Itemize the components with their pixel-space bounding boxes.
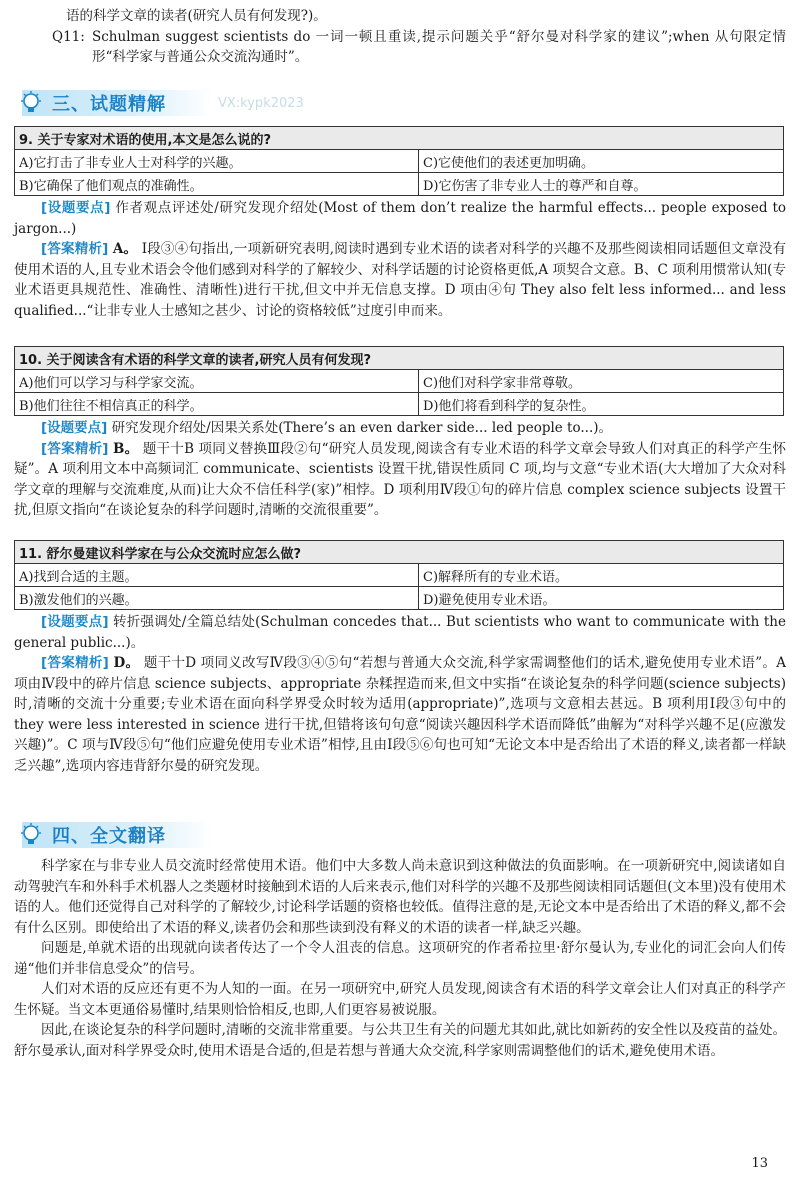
question-9-block <box>0 124 800 321</box>
answer-key: D。 <box>113 655 140 671</box>
design-point-tag: [设题要点] <box>41 614 109 630</box>
section-bar <box>22 822 212 848</box>
section-title: 四、全文翻译 <box>52 826 166 847</box>
answer-tag: [答案精析] <box>41 241 109 257</box>
answer-tag: [答案精析] <box>41 655 109 671</box>
translation-paragraph-1: 科学家在与非专业人员交流时经常使用术语。他们中大多数人尚未意识到这种做法的负面影响。在一项新研究中,阅读诸如自动驾驶汽车和外科手术机器人之类题材时接触到术语的人后来表示,他们对科学的兴趣不及那些阅读相同话题但(文本里)没有使用术语的人。他们还觉得自己对科学的了解较少,讨论科学话题的资格也较低。值得注意的是,无论文本中是否给出了术语的释义,都不会有什么区别。即使给出了术语的释义,读者仍会和那些读到没有释义的术语的读者一样,缺乏兴趣。 <box>14 858 786 936</box>
page-number: 13 <box>751 1156 768 1171</box>
continuation-line: 语的科学文章的读者(研究人员有何发现?)。 <box>66 8 327 24</box>
option-d: D)他们将看到科学的复杂性。 <box>419 393 784 416</box>
option-c: C)他们对科学家非常尊敬。 <box>419 370 784 393</box>
design-point-text: 转折强调处/全篇总结处(Schulman concedes that... But scientists who want to communicate with the general public...)。 <box>14 614 786 651</box>
question-9-stem: 9. 关于专家对术语的使用,本文是怎么说的? <box>15 127 784 150</box>
option-a: A)找到合适的主题。 <box>15 564 419 587</box>
q11-note <box>52 27 786 68</box>
option-b: B)它确保了他们观点的准确性。 <box>15 173 419 196</box>
option-d: D)它伤害了非专业人士的尊严和自尊。 <box>419 173 784 196</box>
answer-key: B。 <box>113 440 139 457</box>
answer-analysis <box>14 239 786 321</box>
top-continuation <box>14 6 786 68</box>
q11-label: Q11: <box>52 28 85 45</box>
q11-text: Schulman suggest scientists do 一词一顿且重读,提示问题关乎“舒尔曼对科学家的建议”;when 从句限定情形“科学家与普通公众交流沟通时”。 <box>92 28 786 65</box>
option-a: A)他们可以学习与科学家交流。 <box>15 370 419 393</box>
translation-paragraph-2: 问题是,单就术语的出现就向读者传达了一个令人沮丧的信息。这项研究的作者希拉里·舒尔曼认为,专业化的词汇会向人们传递“他们并非信息受众”的信号。 <box>14 940 786 977</box>
option-b: B)他们往往不相信真正的科学。 <box>15 393 419 416</box>
option-b: B)激发他们的兴趣。 <box>15 587 419 610</box>
design-point <box>14 612 786 653</box>
answer-text: 题干十D 项同义改写Ⅳ段③④⑤句“若想与普通大众交流,科学家需调整他们的话术,避免使用专业术语”。A 项由Ⅳ段中的碎片信息 science subjects、appropriate 杂糅捏造而来,但文中实指“在谈论复杂的科学问题(science subjects)时,清晰的交流十分重要;专业术语在面向科学界受众时较为适用(appropriate)”,选项与文意相去甚远。B 项利用Ⅰ段③句中的 they were less interested in science 进行干扰,但错将该句句意“阅读兴趣因科学术语而降低”曲解为“对科学兴趣不足(应激发兴趣)”。C 项与Ⅳ段⑤句“他们应避免使用专业术语”相悖,且由Ⅰ段⑤⑥句也可知“无论文本中是否给出了术语的释义,读者都一样缺乏兴趣”,选项内容违背舒尔曼的研究发现。 <box>14 655 786 774</box>
design-point-tag: [设题要点] <box>41 420 108 436</box>
section-title: 三、试题精解 <box>52 94 166 115</box>
option-c: C)解释所有的专业术语。 <box>419 564 784 587</box>
question-11-stem: 11. 舒尔曼建议科学家在与公众交流时应怎么做? <box>15 541 784 564</box>
design-point <box>14 418 786 439</box>
design-point <box>14 198 786 239</box>
section-bar <box>22 90 212 116</box>
answer-key: A。 <box>112 241 138 257</box>
question-9-table <box>14 126 784 196</box>
design-point-text: 作者观点评述处/研究发现介绍处(Most of them don’t realize the harmful effects... people exposed to jargon...) <box>14 200 787 237</box>
translation-body <box>14 856 786 1061</box>
design-point-text: 研究发现介绍处/因果关系处(There’s an even darker side... led people to...)。 <box>111 420 613 436</box>
question-10-table <box>14 346 784 416</box>
design-point-tag: [设题要点] <box>41 200 111 216</box>
watermark: VX:kypk2023 <box>218 95 304 111</box>
question-11-table <box>14 540 784 610</box>
question-10-block <box>0 344 800 521</box>
answer-tag: [答案精析] <box>41 440 109 457</box>
option-c: C)它使他们的表述更加明确。 <box>419 150 784 173</box>
section-heading-3 <box>0 88 800 118</box>
lightbulb-icon <box>18 822 44 848</box>
question-10-stem: 10. 关于阅读含有术语的科学文章的读者,研究人员有何发现? <box>15 347 784 370</box>
question-11-block <box>0 538 800 776</box>
section-heading-4 <box>0 820 800 850</box>
translation-paragraph-3: 人们对术语的反应还有更不为人知的一面。在另一项研究中,研究人员发现,阅读含有术语的科学文章会让人们对真正的科学产生怀疑。当文本更通俗易懂时,结果则恰恰相反,也即,人们更容易被说服。 <box>14 981 786 1018</box>
answer-text: Ⅰ段③④句指出,一项新研究表明,阅读时遇到专业术语的读者对科学的兴趣不及那些阅读相同话题但文章没有使用术语的人,且专业术语会令他们感到对科学的了解较少、对科学话题的讨论资格更低,A 项契合文意。B、C 项利用惯常认知(专业术语更具规范性、准确性、清晰性)进行干扰,但文中并无信息支撑。D 项由④句 They also felt less informed... and less qualified...“让非专业人士感知之甚少、讨论的资格较低”过度引申而来。 <box>14 241 787 319</box>
option-d: D)避免使用专业术语。 <box>419 587 784 610</box>
answer-analysis <box>14 653 786 776</box>
answer-text: 题干十B 项同义替换Ⅲ段②句“研究人员发现,阅读含有专业术语的科学文章会导致人们对真正的科学产生怀疑”。A 项利用文本中高频词汇 communicate、scientists 设置干扰,错误性质同 C 项,均与文意“专业术语(大大增加了大众对科学文章的理解与交流难度,从而)让大众不信任科学(家)”相悖。D 项利用Ⅳ段①句的碎片信息 complex science subjects 设置干扰,但原文指向“在谈论复杂的科学问题时,清晰的交流很重要”。 <box>14 440 787 518</box>
option-a: A)它打击了非专业人士对科学的兴趣。 <box>15 150 419 173</box>
lightbulb-icon <box>18 90 44 116</box>
answer-analysis <box>14 439 786 521</box>
translation-paragraph-4: 因此,在谈论复杂的科学问题时,清晰的交流非常重要。与公共卫生有关的问题尤其如此,就比如新药的安全性以及疫苗的益处。舒尔曼承认,面对科学界受众时,使用术语是合适的,但是若想与普通大众交流,科学家则需调整他们的话术,避免使用术语。 <box>14 1022 786 1059</box>
